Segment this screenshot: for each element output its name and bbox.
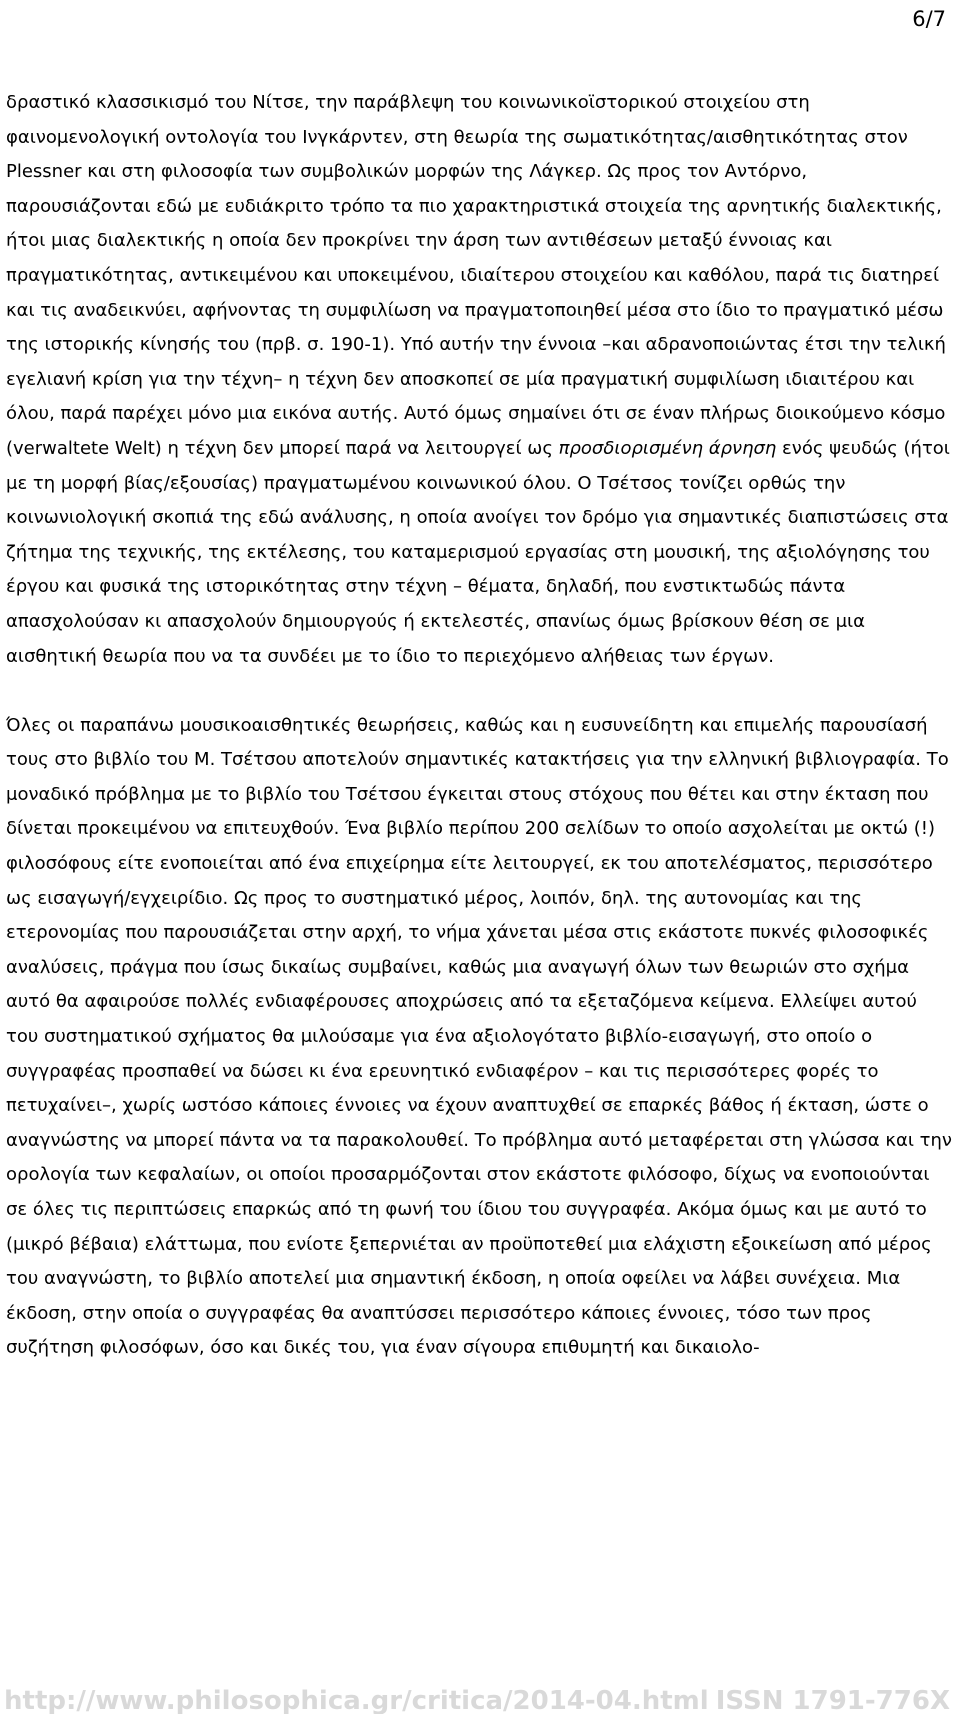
article-body <box>6 86 954 1366</box>
paragraph-1-text-start: δραστικό κλασσικισμό του Νίτσε, την παράβλεψη του κοινωνικοϊστορικού στοιχείου στη φαινομενολογική οντολογία του Ινγκάρντεν, στη θεωρία της σωματικότητας/αισθητικότητας στον Plessner και στη φιλοσοφία των συμβολικών μορφών της Λάγκερ. Ως προς τον Αντόρνο, παρουσιάζονται εδώ με ευδιάκριτο τρόπο τα πιο χαρακτηριστικά στοιχεία της αρνητικής διαλεκτικής, ήτοι μιας διαλεκτικής η οποία δεν προκρίνει την άρση των αντιθέσεων μεταξύ έννοιας και πραγματικότητας, αντικειμένου και υποκειμένου, ιδιαίτερου στοιχείου και καθόλου, παρά τις διατηρεί και τις αναδεικνύει, αφήνοντας τη συμφιλίωση να πραγματοποιηθεί μέσα στο ίδιο το πραγματικό μέσω της ιστορικής κίνησής του (πρβ. σ. 190-1). Υπό αυτήν την έννοια –και αδρανοποιώντας έτσι την τελική εγελιανή κρίση για την τέχνη– η τέχνη δεν αποσκοπεί σε μία πραγματική συμφιλίωση ιδιαιτέρου και όλου, παρά παρέχει μόνο μια εικόνα αυτής. Αυτό όμως σημαίνει ότι σε έναν πλήρως διοικούμενο κόσμο (verwaltete Welt) η τέχνη δεν μπορεί παρά να λειτουργεί ως <box>6 92 946 459</box>
footer-issn: ISSN 1791-776X <box>715 1686 950 1714</box>
paragraph-1 <box>6 86 954 674</box>
emphasized-phrase: προσδιορισμένη άρνηση <box>558 437 777 459</box>
paragraph-1-text-end: ενός ψευδώς (ήτοι με τη μορφή βίας/εξουσίας) πραγματωμένου κοινωνικού όλου. Ο Τσέτσος τονίζει ορθώς την κοινωνιολογική σκοπιά της εδώ ανάλυσης, η οποία ανοίγει τον δρόμο για σημαντικές διαπιστώσεις στα ζήτημα της τεχνικής, της εκτέλεσης, του καταμερισμού εργασίας στη μουσική, της αξιολόγησης του έργου και φυσικά της ιστορικότητας στην τέχνη – θέματα, δηλαδή, που ενστικτωδώς πάντα απασχολούσαν κι απασχολούν δημιουργούς ή εκτελεστές, σπανίως όμως βρίσκουν θέση σε μια αισθητική θεωρία που να τα συνδέει με το ίδιο το περιεχόμενο αλήθειας των έργων. <box>6 437 950 667</box>
footer-url-link[interactable]: http://www.philosophica.gr/critica/2014-04.html <box>4 1686 709 1714</box>
page-footer <box>0 1684 960 1714</box>
page-number: 6/7 <box>912 7 946 31</box>
paragraph-2: Όλες οι παραπάνω μουσικοαισθητικές θεωρήσεις, καθώς και η ευσυνείδητη και επιμελής παρουσίασή τους στο βιβλίο του Μ. Τσέτσου αποτελούν σημαντικές κατακτήσεις για την ελληνική βιβλιογραφία. Το μοναδικό πρόβλημα με το βιβλίο του Τσέτσου έγκειται στους στόχους που θέτει και στην έκταση που δίνεται προκειμένου να επιτευχθούν. Ένα βιβλίο περίπου 200 σελίδων το οποίο ασχολείται με οκτώ (!) φιλοσόφους είτε ενοποιείται από ένα επιχείρημα είτε λειτουργεί, εκ του αποτελέσματος, περισσότερο ως εισαγωγή/εγχειρίδιο. Ως προς το συστηματικό μέρος, λοιπόν, δηλ. της αυτονομίας και της ετερονομίας που παρουσιάζεται στην αρχή, το νήμα χάνεται μέσα στις εκάστοτε πυκνές φιλοσοφικές αναλύσεις, πράγμα που ίσως δικαίως συμβαίνει, καθώς μια αναγωγή όλων των θεωριών στο σχήμα αυτό θα αφαιρούσε πολλές ενδιαφέρουσες αποχρώσεις από τα εξεταζόμενα κείμενα. Ελλείψει αυτού του συστηματικού σχήματος θα μιλούσαμε για ένα αξιολογότατο βιβλίο-εισαγωγή, στο οποίο ο συγγραφέας προσπαθεί να δώσει κι ένα ερευνητικό ενδιαφέρον – και τις περισσότερες φορές το πετυχαίνει–, χωρίς ωστόσο κάποιες έννοιες να έχουν αναπτυχθεί σε επαρκές βάθος ή έκταση, ώστε ο αναγνώστης να μπορεί πάντα να τα παρακολουθεί. Το πρόβλημα αυτό μεταφέρεται στη γλώσσα και την ορολογία των κεφαλαίων, οι οποίοι προσαρμόζονται στον εκάστοτε φιλόσοφο, δίχως να ενοποιούνται σε όλες τις περιπτώσεις επαρκώς από τη φωνή του ίδιου του συγγραφέα. Ακόμα όμως και με αυτό το (μικρό βέβαια) ελάττωμα, που ενίοτε ξεπερνιέται αν προϋποτεθεί μια ελάχιστη εξοικείωση από μέρος του αναγνώστη, το βιβλίο αποτελεί μια σημαντική έκδοση, η οποία οφείλει να λάβει συνέχεια. Μια έκδοση, στην οποία ο συγγραφέας θα αναπτύσσει περισσότερο κάποιες έννοιες, τόσο των προς συζήτηση φιλοσόφων, όσο και δικές του, για έναν σίγουρα επιθυμητή και δικαιολο- <box>6 714 952 1359</box>
